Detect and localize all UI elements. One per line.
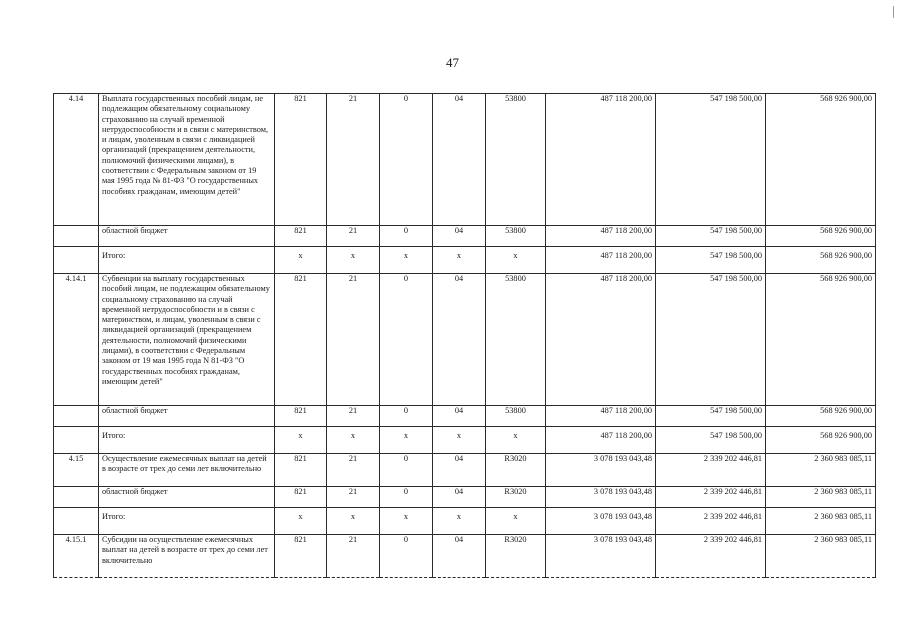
amount-cell: 568 926 900,00 xyxy=(766,226,876,247)
code-cell: x xyxy=(486,508,546,535)
row-name-cell: Итого: xyxy=(99,247,275,274)
amount-cell: 568 926 900,00 xyxy=(766,94,876,226)
table-row xyxy=(54,94,876,226)
page-number: 47 xyxy=(446,55,459,70)
amount-cell: 2 339 202 446,81 xyxy=(656,487,766,508)
code-cell: 04 xyxy=(433,226,486,247)
table-body xyxy=(54,94,876,578)
amount-cell: 3 078 193 043,48 xyxy=(546,535,656,578)
code-cell: x xyxy=(380,247,433,274)
code-cell: R3020 xyxy=(486,487,546,508)
code-cell: x xyxy=(327,508,380,535)
code-cell: 53800 xyxy=(486,274,546,406)
amount-cell: 547 198 500,00 xyxy=(656,274,766,406)
row-name-cell: областной бюджет xyxy=(99,487,275,508)
code-cell: x xyxy=(327,427,380,454)
amount-cell: 3 078 193 043,48 xyxy=(546,508,656,535)
code-cell: 0 xyxy=(380,94,433,226)
table-row xyxy=(54,454,876,487)
row-number-cell: 4.14.1 xyxy=(54,274,99,406)
code-cell: 821 xyxy=(275,535,327,578)
row-number-cell xyxy=(54,427,99,454)
amount-cell: 568 926 900,00 xyxy=(766,427,876,454)
code-cell: R3020 xyxy=(486,535,546,578)
code-cell: 0 xyxy=(380,454,433,487)
amount-cell: 568 926 900,00 xyxy=(766,406,876,427)
code-cell: 21 xyxy=(327,535,380,578)
amount-cell: 547 198 500,00 xyxy=(656,427,766,454)
amount-cell: 3 078 193 043,48 xyxy=(546,454,656,487)
code-cell: x xyxy=(486,247,546,274)
code-cell: x xyxy=(275,247,327,274)
code-cell: 21 xyxy=(327,406,380,427)
code-cell: x xyxy=(433,427,486,454)
code-cell: x xyxy=(486,427,546,454)
amount-cell: 568 926 900,00 xyxy=(766,274,876,406)
amount-cell: 487 118 200,00 xyxy=(546,94,656,226)
code-cell: 0 xyxy=(380,487,433,508)
code-cell: x xyxy=(380,427,433,454)
code-cell: 53800 xyxy=(486,94,546,226)
amount-cell: 487 118 200,00 xyxy=(546,274,656,406)
table-row xyxy=(54,226,876,247)
row-name-cell: Итого: xyxy=(99,508,275,535)
code-cell: 821 xyxy=(275,487,327,508)
scan-edge-mark xyxy=(893,6,894,18)
row-name-cell: Субвенции на выплату государственных пособий лицам, не подлежащим обязательному социальному страхованию на случай временной нетрудоспособности и в связи с материнством, и лицам, уволенным в связи с ликвидацией организаций (прекращением деятельности, полномочий физическими лицами), в соответствии с Федеральным законом от 19 мая 1995 года N 81-ФЗ "О государственных пособиях гражданам, имеющим детей" xyxy=(99,274,275,406)
amount-cell: 2 360 983 085,11 xyxy=(766,535,876,578)
row-name-cell: областной бюджет xyxy=(99,406,275,427)
amount-cell: 2 360 983 085,11 xyxy=(766,508,876,535)
row-number-cell xyxy=(54,226,99,247)
code-cell: x xyxy=(275,427,327,454)
row-number-cell xyxy=(54,487,99,508)
code-cell: 0 xyxy=(380,406,433,427)
code-cell: 53800 xyxy=(486,226,546,247)
table-row xyxy=(54,535,876,578)
code-cell: 21 xyxy=(327,274,380,406)
code-cell: x xyxy=(433,508,486,535)
row-name-cell: Итого: xyxy=(99,427,275,454)
code-cell: 04 xyxy=(433,406,486,427)
row-number-cell xyxy=(54,247,99,274)
code-cell: 0 xyxy=(380,274,433,406)
table-row xyxy=(54,508,876,535)
row-name-cell: Выплата государственных пособий лицам, не подлежащим обязательному социальному страхованию на случай временной нетрудоспособности и в связи с материнством, и лицам, уволенным в связи с ликвидацией организаций (прекращением деятельности, полномочий физическими лицами), в соответствии с Федеральным законом от 19 мая 1995 года № 81-ФЗ "О государственных пособиях гражданам, имеющим детей" xyxy=(99,94,275,226)
code-cell: 21 xyxy=(327,226,380,247)
row-name-cell: областной бюджет xyxy=(99,226,275,247)
code-cell: 04 xyxy=(433,454,486,487)
code-cell: x xyxy=(380,508,433,535)
code-cell: 821 xyxy=(275,94,327,226)
row-number-cell xyxy=(54,406,99,427)
amount-cell: 3 078 193 043,48 xyxy=(546,487,656,508)
code-cell: 821 xyxy=(275,274,327,406)
code-cell: 04 xyxy=(433,94,486,226)
code-cell: 04 xyxy=(433,274,486,406)
code-cell: x xyxy=(327,247,380,274)
amount-cell: 547 198 500,00 xyxy=(656,94,766,226)
amount-cell: 487 118 200,00 xyxy=(546,226,656,247)
code-cell: 0 xyxy=(380,226,433,247)
amount-cell: 487 118 200,00 xyxy=(546,427,656,454)
amount-cell: 547 198 500,00 xyxy=(656,247,766,274)
table-row xyxy=(54,247,876,274)
amount-cell: 2 339 202 446,81 xyxy=(656,454,766,487)
row-name-cell: Осуществление ежемесячных выплат на детей в возрасте от трех до семи лет включительно xyxy=(99,454,275,487)
code-cell: x xyxy=(275,508,327,535)
code-cell: R3020 xyxy=(486,454,546,487)
row-number-cell xyxy=(54,508,99,535)
row-name-cell: Субсидии на осуществление ежемесячных выплат на детей в возрасте от трех до семи лет включительно xyxy=(99,535,275,578)
row-number-cell: 4.14 xyxy=(54,94,99,226)
code-cell: 821 xyxy=(275,406,327,427)
table-row xyxy=(54,487,876,508)
code-cell: 821 xyxy=(275,454,327,487)
code-cell: 53800 xyxy=(486,406,546,427)
amount-cell: 568 926 900,00 xyxy=(766,247,876,274)
amount-cell: 2 360 983 085,11 xyxy=(766,454,876,487)
amount-cell: 2 360 983 085,11 xyxy=(766,487,876,508)
code-cell: 21 xyxy=(327,94,380,226)
table-row xyxy=(54,274,876,406)
table-row xyxy=(54,406,876,427)
amount-cell: 2 339 202 446,81 xyxy=(656,535,766,578)
code-cell: 0 xyxy=(380,535,433,578)
code-cell: 21 xyxy=(327,487,380,508)
table-row xyxy=(54,427,876,454)
row-number-cell: 4.15 xyxy=(54,454,99,487)
code-cell: 04 xyxy=(433,535,486,578)
amount-cell: 547 198 500,00 xyxy=(656,406,766,427)
code-cell: 821 xyxy=(275,226,327,247)
code-cell: 21 xyxy=(327,454,380,487)
row-number-cell: 4.15.1 xyxy=(54,535,99,578)
code-cell: x xyxy=(433,247,486,274)
amount-cell: 2 339 202 446,81 xyxy=(656,508,766,535)
amount-cell: 487 118 200,00 xyxy=(546,247,656,274)
budget-table xyxy=(53,93,876,578)
amount-cell: 547 198 500,00 xyxy=(656,226,766,247)
amount-cell: 487 118 200,00 xyxy=(546,406,656,427)
code-cell: 04 xyxy=(433,487,486,508)
